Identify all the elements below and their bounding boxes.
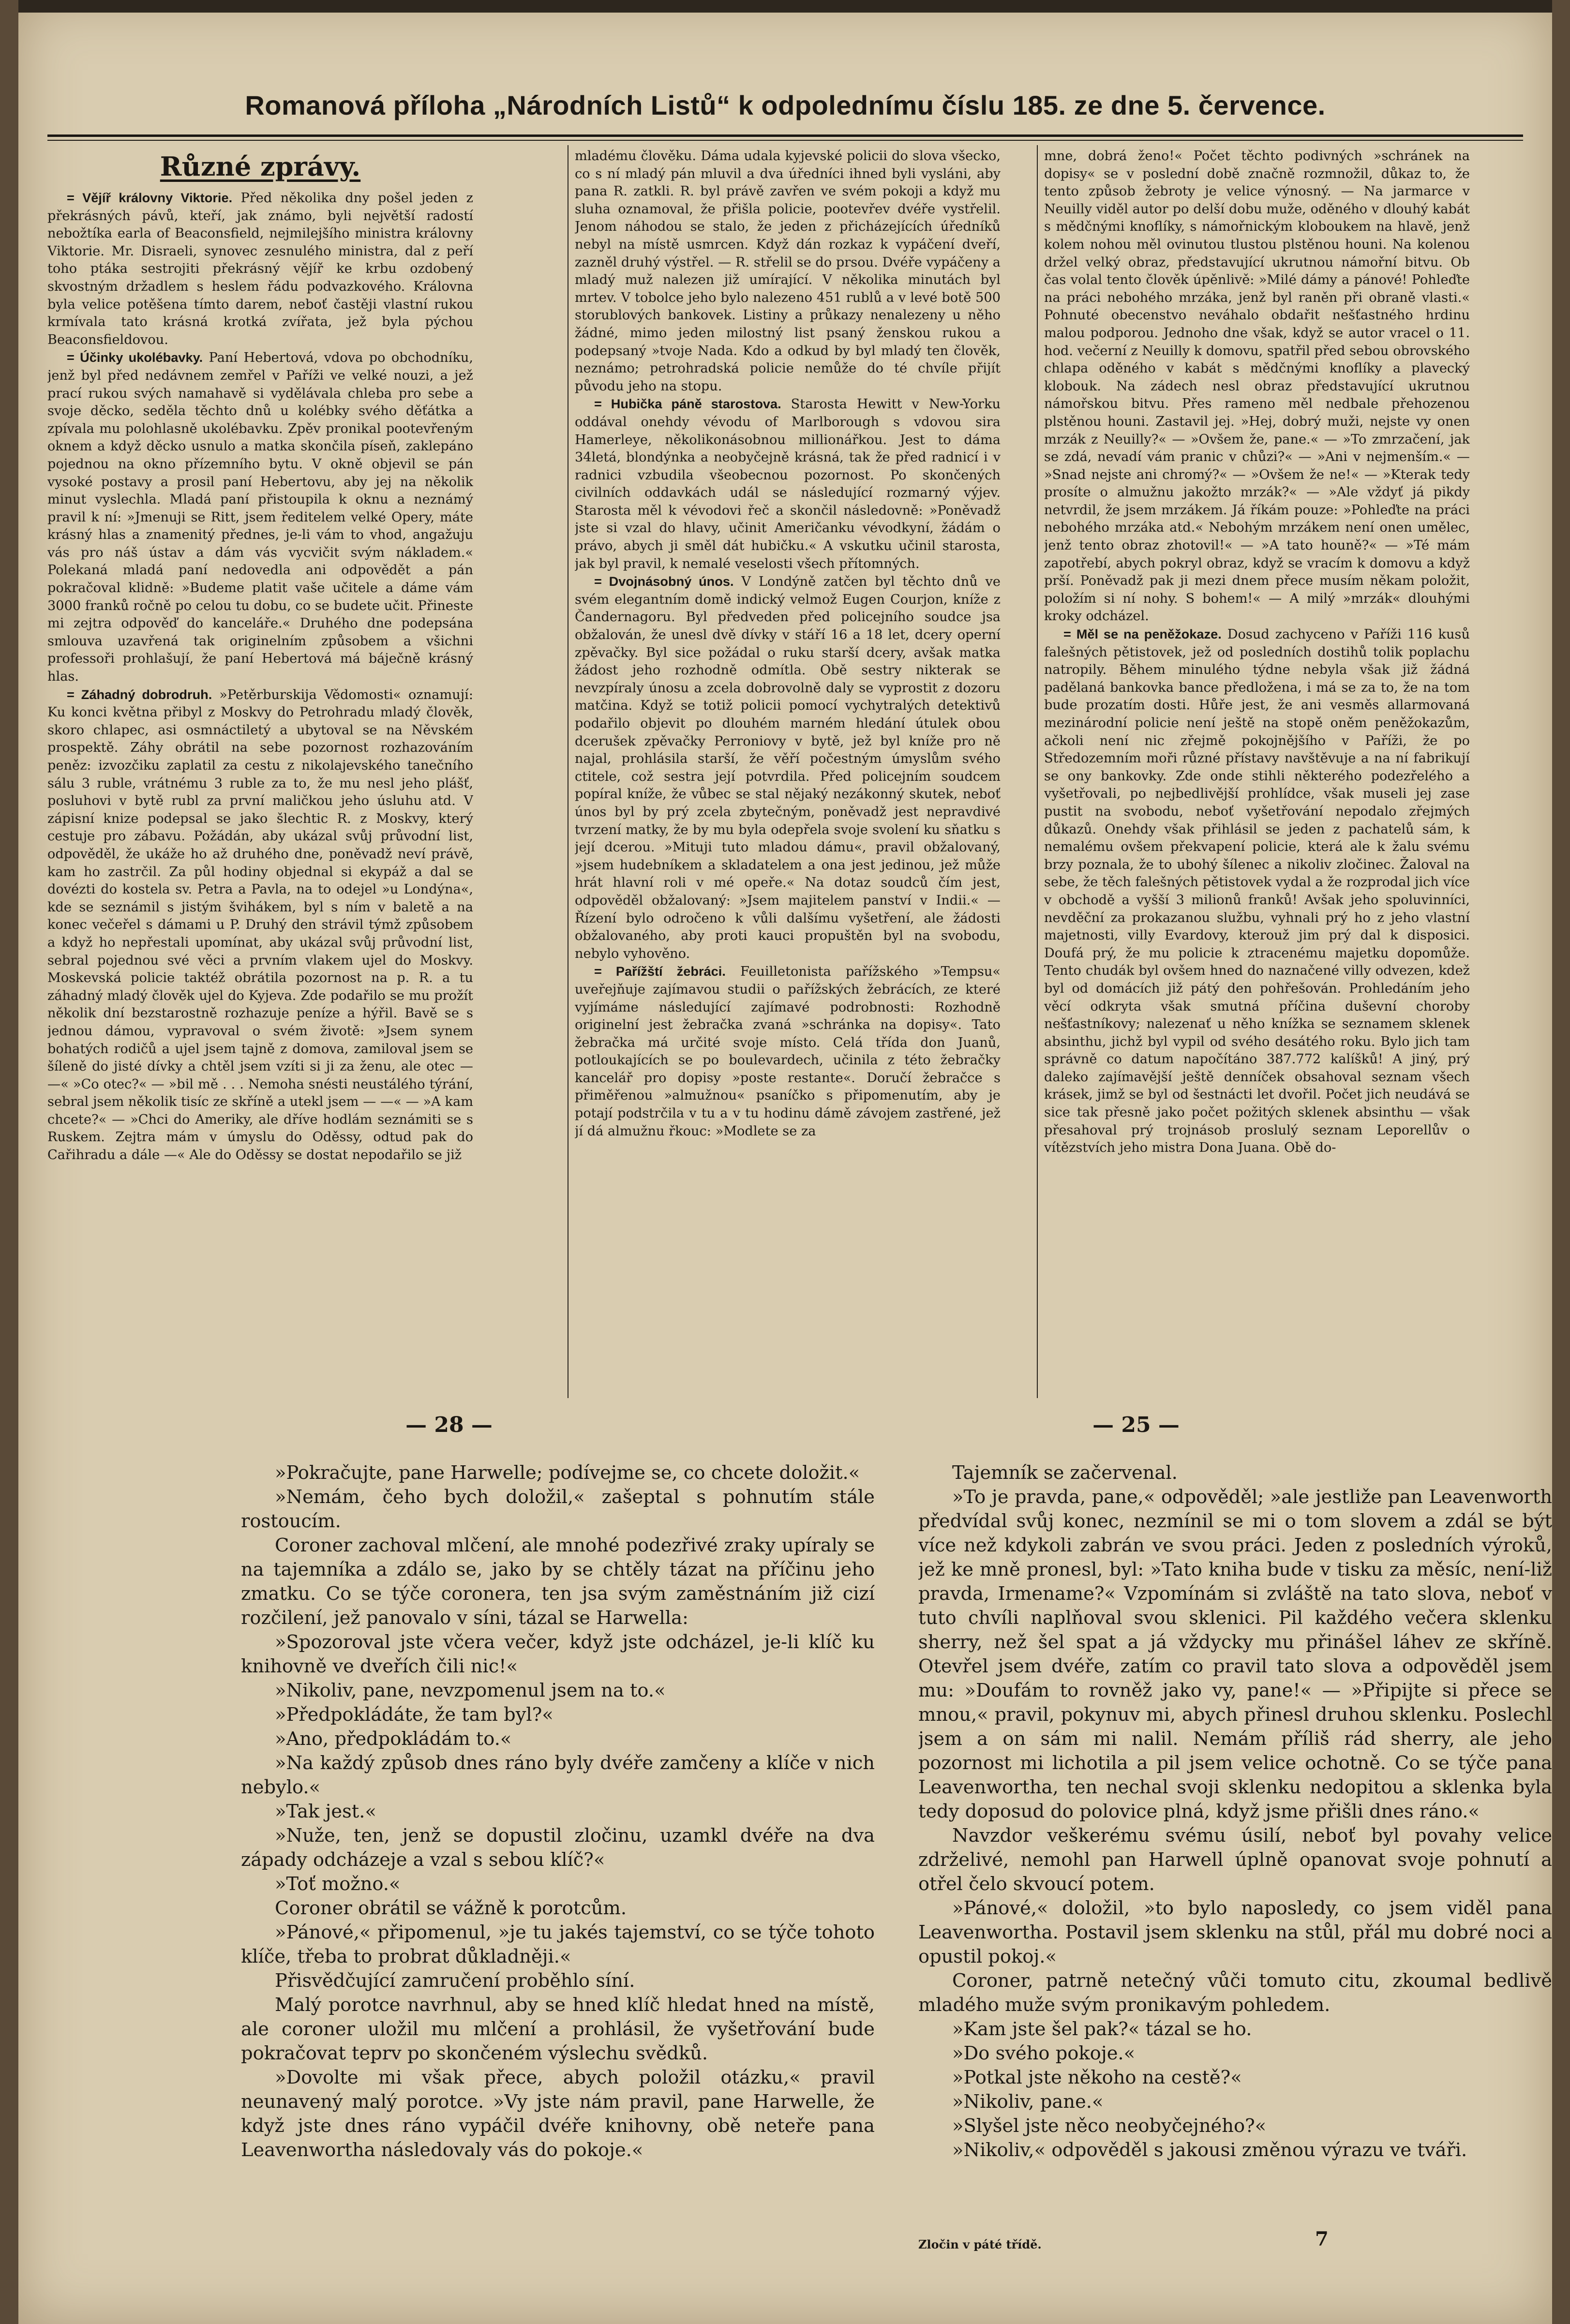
novel-paragraph: »Nemám, čeho bych doložil,« zašeptal s pohnutím stále rostoucím. bbox=[241, 1486, 875, 1532]
novel-paragraph: Malý porotce navrhnul, aby se hned klíč hledat hned na místě, ale coroner uložil mu mlčení a prohlásil, že vyšetřování bude pokračovat teprv po skončeném výslechu svědků. bbox=[241, 1994, 875, 2064]
news-item bbox=[47, 349, 473, 685]
column-divider bbox=[1037, 145, 1038, 1398]
novel-paragraph: »Do svého pokoje.« bbox=[952, 2042, 1136, 2064]
novel-page-left bbox=[241, 1461, 875, 2216]
header-rule-thick bbox=[47, 134, 1523, 137]
news-item-title: = Záhadný dobrodruh. bbox=[67, 686, 212, 702]
news-item bbox=[1044, 626, 1470, 1157]
novel-paragraph: »Potkal jste někoho na cestě?« bbox=[952, 2067, 1242, 2088]
newspaper-page bbox=[18, 0, 1552, 2324]
news-item-title: = Měl se na peněžokaze. bbox=[1063, 626, 1222, 642]
news-item-text: Paní Hebertová, vdova po obchodníku, jenž byl před nedávnem zemřel v Paříži ve velké nouzi, a jež prací rukou svých namahavě si vydělávala chleba pro sebe a svoje děcko, seděla těchto dnů u kolébky svého děťátka a zpívala mu polohlasně ukolébavku. Zpěv pronikal pootevřeným oknem a když děcko usnulo a matka skončila píseň, zaklepáno pojednou na okno přízemního bytu. V okně objevil se pán vysoké postavy a prosil paní Hebertovu, aby jej na několik minut vyslechla. Mladá paní přistoupila k oknu a neznámý pravil k ní: »Jmenuji se Ritt, jsem ředitelem velké Opery, máte krásný hlas a znamenitý přednes, je-li vám to vhod, angažuju vás pro náš ústav a dám vás vycvičit svým nákladem.« Polekaná mladá paní nedovedla ani odpovědět a pán pokračoval klidně: »Budeme platit vaše učitele a dáme vám 3000 franků ročně po celou tu dobu, co se budete učit. Přineste mi zejtra odpověď do kanceláře.« Druhého dne podepsána smlouva uzavřená tak originelním způsobem a všichni professoři prohlašují, že paní Hebertová má báječně krásný hlas. bbox=[47, 350, 473, 685]
page-number-right: — 25 — bbox=[1092, 1413, 1180, 1437]
novel-paragraph: Coroner obrátil se vážně k porotcům. bbox=[275, 1897, 627, 1919]
novel-paragraph: »Nikoliv, pane, nevzpomenul jsem na to.« bbox=[275, 1680, 666, 1701]
news-item-text: Starosta Hewitt v New-Yorku oddával onehdy vévodu of Marlborough s vdovou sira Hamerleye, několikonásobnou millionářkou. Jest to dáma 34letá, blondýnka a neobyčejně krásná, tak že před radnicí i v radnici vzbudila všeobecnou pozornost. Po skončených civilních oddavkách udál se následující rozmarný výjev. Starosta měl k vévodovi řeč a skončil následovně: »Poněvadž jste si vzal do hlavy, učinit Američanku vévodkyní, žádám o právo, abych ji směl dát hubičku.« A vskutku učinil starosta, jak byl pravil, k nemalé veselosti všech přítomných. bbox=[575, 397, 1001, 571]
novel-paragraph: Coroner, patrně netečný vůči tomuto citu, zkoumal bedlivě mladého muže svým pronikavým pohledem. bbox=[918, 1970, 1552, 2016]
news-item bbox=[47, 189, 473, 349]
news-item-title: = Hubička páně starostova. bbox=[594, 396, 781, 412]
column-3 bbox=[1044, 148, 1470, 1396]
novel-paragraph: Tajemník se začervenal. bbox=[952, 1462, 1178, 1484]
novel-paragraph: Coroner zachoval mlčení, ale mnohé podezřivé zraky upíraly se na tajemníka a zdálo se, jako by se chtěly tázat na příčinu jeho zmatku. Co se týče coronera, ten jsa svým zaměstnáním již cizí rozčilení, jež panovalo v síni, tázal se Harwella: bbox=[241, 1534, 875, 1629]
news-item-text: »Petěrburskija Vědomosti« oznamují: Ku konci května přibyl z Moskvy do Petrohradu mladý člověk, skoro chlapec, asi osmnáctiletý a ubytoval se na Něvském prospektě. Záhy obrátil na sebe pozornost rozhazováním peněz: izvozčiku zaplatil za cestu z nikolajevského tanečního sálu 3 ruble, vrátnému 3 ruble za to, že mu nesl jeho plášť, posluhovi v bytě rubl za první maličkou jeho úsluhu atd. V zápisní knize podepsal se jako šlechtic R. z Moskvy, který cestuje pro zábavu. Požádán, aby ukázal svůj průvodní list, odpověděl, že ukáže ho až druhého dne, poněvadž neví právě, kam ho zastrčil. Za půl hodiny objednal si ekypáž a dal se dovézti do kostela sv. Petra a Pavla, na to odejel »u Londýna«, kde se seznámil s jistým švihákem, byl s ním v baletě a na konec večeřel s dámami u P. Druhý den strávil týmž způsobem a když ho nepřestali upomínat, aby ukázal svůj průvodní list, sebral pojednou své věci a prvním vlakem ujel do Moskvy. Moskevská policie taktéž obrátila pozornost na p. R. a tu záhadný mladý člověk ujel do Kyjeva. Zde podařilo se mu prožít několik dní bezstarostně rozhazuje peníze a hýřil. Bavě se s jednou dámou, vypravoval o svém životě: »Jsem synem bohatých rodičů a ujel jsem tajně z domova, zamiloval jsem se šíleně do jisté dívky a chtěl jsem vzíti si ji za ženu, ale otec — —« »Co otec?« — »bil mě . . . Nemoha snésti neustálého týrání, sebral jsem několik tisíc ze skříně a utekl jsem — —« — »A kam chcete?« — »Chci do Ameriky, ale dříve hodlám seznámiti se s Ruskem. Zejtra mám v úmyslu do Oděssy, odtud pak do Cařihradu a dále —« Ale do Oděssy se dostat nepodařilo se již bbox=[47, 687, 473, 1163]
news-item bbox=[575, 395, 1001, 573]
page-number-left: — 28 — bbox=[405, 1413, 493, 1437]
novel-paragraph: »Nikoliv, pane.« bbox=[952, 2091, 1104, 2113]
news-item bbox=[575, 573, 1001, 963]
page-header: Romanová příloha „Národních Listů“ k odpolednímu číslu 185. ze dne 5. července. bbox=[245, 90, 1326, 120]
novel-paragraph: »Nuže, ten, jenž se dopustil zločinu, uzamkl dvéře na dva západy odcházeje a vzal s sebou klíč?« bbox=[241, 1825, 875, 1871]
novel-page-right bbox=[918, 1461, 1552, 2216]
novel-paragraph: »Na každý způsob dnes ráno byly dvéře zamčeny a klíče v nich nebylo.« bbox=[241, 1752, 875, 1798]
novel-paragraph: Přisvědčující zamručení proběhlo síní. bbox=[275, 1970, 635, 1992]
novel-paragraph: »Slyšel jste něco neobyčejného?« bbox=[952, 2115, 1267, 2137]
footer-number: 7 bbox=[1315, 2228, 1329, 2250]
novel-paragraph: »Ano, předpokládám to.« bbox=[275, 1728, 512, 1750]
column-1 bbox=[47, 148, 473, 1396]
novel-paragraph: »To je pravda, pane,« odpověděl; »ale jestliže pan Leavenworth předvídal svůj konec, nezmínil se mi o tom slovem a zdál se být více než kdykoli zabrán ve svou práci. Jeden z posledních výroků, jež ke mně pronesl, byl: »Tato kniha bude v tisku za měsíc, není-liž pravda, Irmename?« Vzpomínám si zvláště na tato slova, neboť v tuto chvíli naplňoval svou sklenici. Pil každého večera sklenku sherry, než šel spat a já vždycky mu přinášel láhev ze skříně. Otevřel jsem dvéře, zatím co pravil tato slova a odpověděl jsem mu: »Doufám to rovněž jako vy, pane!« — »Připijte si přece se mnou,« pravil, pokynuv mi, abych přinesl druhou sklenku. Poslechl jsem a on sám mi nalil. Nemám příliš rád sherry, ale jeho pozornost mi lichotila a pil jsem velice ochotně. Co se týče pana Leavenwortha, ten nechal svoji sklenku nedopitou a sklenka byla tedy doposud do polovice plná, když jsme přišli dnes ráno.« bbox=[918, 1486, 1552, 1822]
news-item-text: V Londýně zatčen byl těchto dnů ve svém elegantním domě indický velmož Eugen Courjon, kníže z Čandernagoru. Byl předveden před policejního soudce jsa obžalován, že unesl dvě dívky v stáří 16 a 18 let, dcery operní zpěvačky. Byl sice požádal o ruku starší dcery, avšak matka žádost jeho rozhodně odmítla. Obě sestry nikterak se nevzpíraly únosu a zcela dobrovolně daly se vyprostit z dozoru matčina. Když se totiž policii pomocí vychytralých detektivů podařilo objevit po dlouhém marném hledání útulek obou dcerušek zpěvačky Perroniovy v bytě, jež byl kníže pro ně najal, prohlásila starší, že věří počestným úmyslům svého ctitele, což sestra její potvrdila. Před policejním soudcem popíral kníže, že vůbec se stal nějaký nezákonný skutek, neboť únos byl by prý zcela zbytečným, poněvadž jest nepravdivé tvrzení matky, že by mu byla odepřela svoje svolení ku sňatku s její dcerou. »Mituji tuto mladou dámu«, pravil obžalovaný, »jsem hudebníkem a skladatelem a ona jest jedinou, jež může hrát hlavní roli v mé opeře.« Na dotaz soudců čím jest, odpověděl obžalovaný: »Jsem majitelem panství v Indii.« — Řízení bylo odročeno k vůli dalšímu vyšetření, ale žádosti obžalovaného, aby proti kauci propuštěn byl na svobodu, nebylo vyhověno. bbox=[575, 574, 1001, 961]
news-item-text: Před několika dny pošel jeden z překrásných pávů, kteří, jak známo, byli největší radostí nebožtíka earla of Beaconsfield, nejmilejšího ministra královny Viktorie. Mr. Disraeli, synovec zesnulého ministra, dal z peří toho ptáka sestrojiti překrásný vějíř ke krbu ozdobený skvostným držadlem s heslem řádu podvazkového. Královna byla velice potěšena tímto darem, neboť častěji vlastní rukou krmívala tato krásná krotká zvířata, jež byla pýchou Beaconsfieldovou. bbox=[47, 191, 473, 347]
header-rule-thin bbox=[47, 140, 1523, 141]
news-item-title: = Dvojnásobný únos. bbox=[594, 574, 734, 589]
news-item-title: = Účinky ukolébavky. bbox=[67, 350, 203, 365]
novel-paragraph: »Tak jest.« bbox=[275, 1801, 376, 1822]
continued-text: mne, dobrá ženo!« Počet těchto podivných »schránek na dopisy« se v poslední době značně rozmnožil, důkaz to, že tento způsob žebroty je velice výnosný. — Na jarmarce v Neuilly viděl autor po delší dobu muže, oděného v dlouhý kabát s mědčnými knoflíky, s námořnickým kloboukem na hlavě, jenž kolem nohou měl ovinutou tlustou plstěnou houni. Na kolenou držel velký obraz, představující ukrutnou námořní bitvu. Ob čas volal tento člověk úpěnlivě: »Milé dámy a pánové! Pohleďte na práci nebohého mrzáka, jenž byl raněn při obraně vlasti.« Pohnuté obecenstvo neváhalo obdařit nešťastného hrdinu malou podporou. Jednoho dne však, když se autor vracel o 11. hod. večerní z Neuilly k domovu, spatřil před sebou obrovského chlapa oděného v kabát s mědčnými knoflíky a plavecký klobouk. Na zádech nesl obraz představující ukrutnou námořskou bitvu. Přes rameno měl nedbale přehozenou plstěnou houni. Zastavil jej. »Hej, dobrý muži, nejste vy onen mrzák z Neuilly?« — »Ovšem že, pane.« — »To zmrzačení, jak se zdá, nevadí vám pranic v chůzi?« — »Ani v nejmenším.« — »Snad nejste ani chromý?« — »Ovšem že ne!« — »Kterak tedy prosíte o almužnu jakožto mrzák?« — »Ale vždyť já pikdy netvrdil, že jsem mrzákem. Já říkám pouze: »Pohleďte na práci nebohého mrzáka atd.« Nebohým mrzákem není onen umělec, jenž tento obraz zhotovil!« — »A tato houně?« — »Té mám zapotřebí, abych pokryl obraz, když se vracím k domovu a když prší. Poněvadž pak ji mezi dnem přece musím někam položit, položím si ní nohy. S bohem!« — A milý »mrzák« dlouhými kroky odcházel. bbox=[1044, 149, 1470, 624]
novel-paragraph: »Kam jste šel pak?« tázal se ho. bbox=[952, 2018, 1252, 2040]
novel-paragraph: »Pokračujte, pane Harwelle; podívejme se, co chcete doložit.« bbox=[275, 1462, 860, 1484]
continued-text: mladému člověku. Dáma udala kyjevské policii do slova všecko, co s ní mladý pán mluvil a dva úředníci ihned byli vysláni, aby pana R. zatkli. R. byl právě zavřen ve svém pokoji a když mu sluha oznamoval, že přišla policie, pootevřev dvéře vystřelil. Jenom náhodou se stalo, že jeden z přicházejících úředníků nebyl na místě usmrcen. Když dán rozkaz k vypáčení dveří, zazněl druhý výstřel. — R. střelil se do prsou. Dvéře vypáčeny a mladý muž nalezen již umírající. V několika minutách byl mrtev. V tobolce jeho bylo nalezeno 451 rublů a v levé botě 500 storublových bankovek. Listiny a průkazy nenalezeny u něho žádné, mimo jeden milostný list psaný ženskou rukou a podepsaný »tvoje Nada. Kdo a odkud by byl mladý ten člověk, neznámo; petrohradská policie nemůže do té chvíle přijít původu jeho na stopu. bbox=[575, 149, 1001, 394]
footer-note: Zločin v páté třídě. bbox=[918, 2237, 1042, 2251]
novel-paragraph: »Spozoroval jste včera večer, když jste odcházel, je-li klíč ku knihovně ve dveřích čili nic!« bbox=[241, 1631, 875, 1677]
news-item-text: Dosud zachyceno v Paříži 116 kusů falešných pětistovek, jež od posledních dostihů tolik poplachu natropily. Během minulého týdne nebyla však již žádná padělaná bankovka bance předložena, i má se za to, že na tom bude prozatím dosti. Hůře jest, že ani vesměs allarmovaná mezinárodní policie není ještě na stopě oněm peněžokazům, ačkoli není nic zřejmě pokojnějšího v Paříži, že po Středozemním moři různé přístavy navštěvuje a na ní fabrikují se ony bankovky. Zde onde stihli některého podezřelého a vyšetřovali, po nejbedlivější prohlídce, však museli jej zase pustit na svobodu, neboť vyšetřování nepodalo zřejmých důkazů. Onehdy však přihlásil se jeden z pachatelů sám, k nemalému ovšem překvapení policie, která ale k žalu svému brzy poznala, že to ubohý šílenec a nikoliv zločinec. Žaloval na sebe, že těch falešných pětistovek vydal a že rozprodal jich více v obchodě a vyšší 3 milionů franků! Avšak jeho spoluvinníci, nevděční za prokazanou službu, vyhnali prý ho z jeho vlastní majetnosti, villy Evardovy, kterouž jim prý dal k disposici. Doufá prý, že mu policie k ztracenému majetku dopomůže. Tento chudák byl ovšem hned do naznačené villy odvezen, kdež byl od domácích již pátý den pohřešován. Prohledáním jeho věcí odkryta však smutná příčina duševní choroby nešťastníkovy; nalezenať u něho knížka se seznamem sklenek absinthu, jichž byl vypil od svého desátého roku. Bylo jich tam správně co datum napočítáno 387.772 kalíšků! A jiný, prý daleko zajímavější ještě denníček obsahoval seznam všech krásek, jimž se byl od šestnácti let dvořil. Počet jich neudává se sice tak přesně jako počet požitých sklenek absinthu — však přesahoval prý trojnásob proslulý seznam Leporellův o vítězstvích jeho mistra Dona Juana. Obě do- bbox=[1044, 627, 1470, 1156]
novel-paragraph: »Nikoliv,« odpověděl s jakousi změnou výrazu ve tváři. bbox=[952, 2139, 1467, 2161]
news-item-text: Feuilletonista pařížského »Tempsu« uveřejňuje zajímavou studii o pařížských žebrácích, ze které vyjímáme následující zajímavé podrobnosti: Rozhodně originelní jest žebračka zvaná »schránka na dopisy«. Tato žebračka má určité svoje místo. Celá třída don Juanů, potloukajících se po boulevardech, učinila z této žebračky kancelář pro dopisy »poste restante«. Doručí žebračce s přiměřenou »almužnou« psaníčko s připomenutím, aby je potají podstrčila v tu a v tu hodinu dámě závojem zastřené, jež jí dá almužnu řkouc: »Modlete se za bbox=[575, 964, 1001, 1139]
novel-paragraph: »Toť možno.« bbox=[275, 1873, 401, 1895]
news-item-title: = Vějíř královny Viktorie. bbox=[67, 190, 233, 205]
novel-paragraph: »Pánové,« připomenul, »je tu jakés tajemství, co se týče tohoto klíče, třeba to probrat důkladněji.« bbox=[241, 1922, 875, 1967]
news-item bbox=[47, 686, 473, 1164]
column-2 bbox=[575, 148, 1001, 1396]
news-item bbox=[575, 963, 1001, 1140]
news-item-title: = Pařížští žebráci. bbox=[594, 964, 726, 979]
novel-paragraph: »Dovolte mi však přece, abych položil otázku,« pravil neunavený malý porotce. »Vy jste nám pravil, pane Harwelle, že když jste dnes ráno vypáčil dvéře knihovny, obě neteře pana Leavenwortha následovaly vás do pokoje.« bbox=[241, 2067, 875, 2161]
top-dark-band bbox=[18, 0, 1552, 13]
novel-paragraph: Navzdor veškerému svému úsilí, neboť byl povahy velice zdrželivé, nemohl pan Harwell úplně opanovat svoje pohnutí a otřel čelo skvoucí potem. bbox=[918, 1825, 1552, 1895]
novel-paragraph: »Předpokládáte, že tam byl?« bbox=[275, 1704, 553, 1726]
novel-paragraph: »Pánové,« doložil, »to bylo naposledy, co jsem viděl pana Leavenwortha. Postavil jsem sklenku na stůl, přál mu dobré noci a opustil pokoj.« bbox=[918, 1897, 1552, 1967]
section-heading: Různé zprávy. bbox=[160, 151, 361, 182]
